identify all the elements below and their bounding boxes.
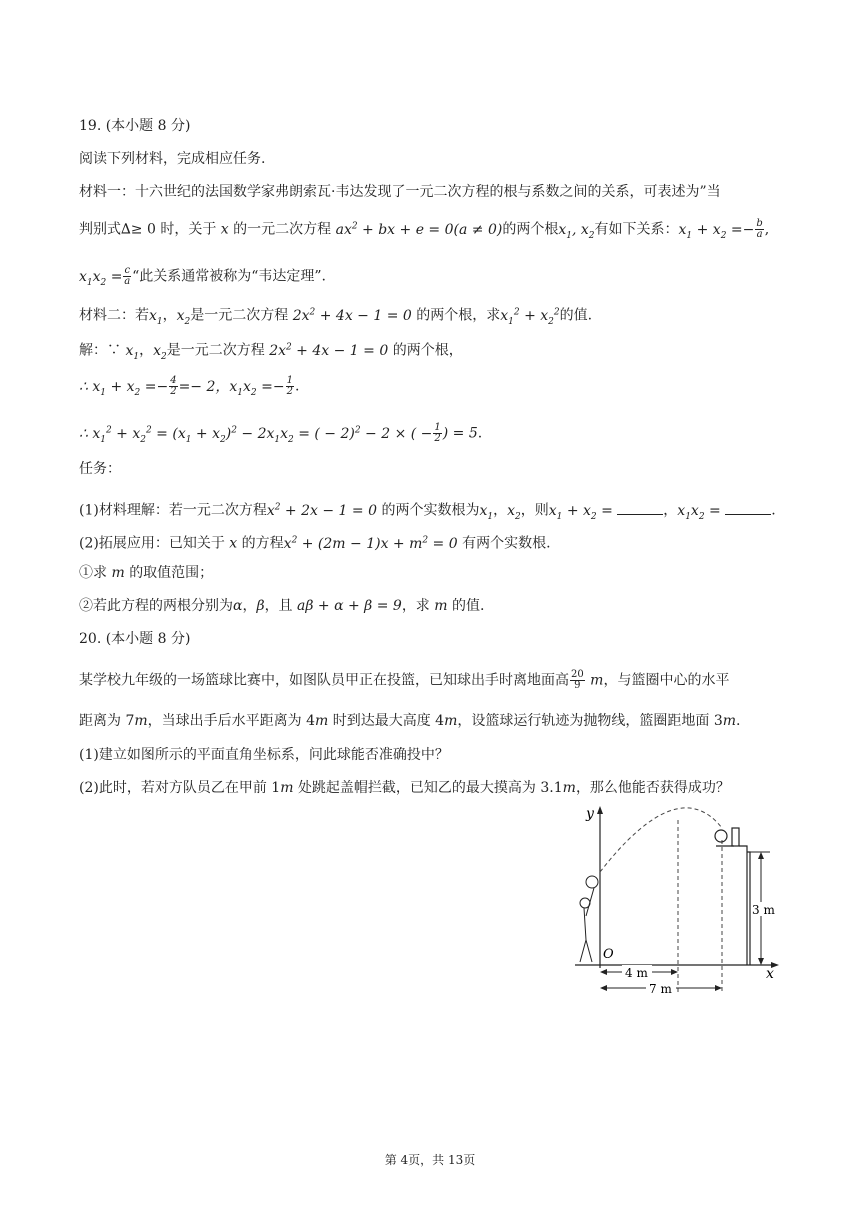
q19-material1-line3: $x_1x_2$ = $\frac{c}{a}$ “此关系通常被称为“韦达定理”. xyxy=(79,265,326,288)
q19-task2-part1: ①求 m 的取值范围； xyxy=(79,565,214,581)
q20-question2: (2)此时，若对方队员乙在甲前 1m 处跳起盖帽拦截，已知乙的最大摸高为 3.1m，那么他能否获得成功？ xyxy=(79,780,730,796)
answer-blank-sum[interactable] xyxy=(617,502,663,515)
q19-solution-step2: ∴ $x_1^2 + x_2^2 = (x_1 + x_2)^2 - 2x_1x_2$ = ( − 2)$^2$ − 2 × ( − $\frac{1}{2}$ ) = 5. xyxy=(79,422,483,445)
q19-heading: 19. (本小题 8 分) xyxy=(79,118,191,134)
basket-hoop xyxy=(715,828,750,965)
ball-trajectory xyxy=(600,808,722,872)
q19-task2: (2)拓展应用：已知关于 x 的方程$x^2 + (2m - 1)x + m^2 = 0$ 有两个实数根. xyxy=(79,535,551,552)
dimension-4m-label: 4 m xyxy=(625,966,648,980)
q19-material2: 材料二：若$x_1$，$x_2$是一元二次方程 $2x^2 + 4x - 1 = 0$ 的两个根，求$x_1^2 + x_2^2$的值. xyxy=(79,307,593,327)
q19-task2-part2: ②若此方程的两根分别为α，β，且 aβ + α + β = 9，求 m 的值. xyxy=(79,598,485,614)
q19-task-label: 任务： xyxy=(79,461,121,477)
q20-question1: (1)建立如图所示的平面直角坐标系，问此球能否准确投中？ xyxy=(79,747,449,763)
q20-heading: 20. (本小题 8 分) xyxy=(79,631,191,647)
q19-instruction: 阅读下列材料，完成相应任务. xyxy=(79,151,266,167)
q19-solution-intro: 解：∵ $x_1$，$x_2$是一元二次方程 $2x^2 + 4x - 1 = 0$ 的两个根， xyxy=(79,342,463,362)
q20-paragraph-line2: 距离为 7m，当球出手后水平距离为 4m 时到达最大高度 4m，设篮球运行轨迹为抛物线，篮圈距地面 3m. xyxy=(79,713,741,729)
q19-material1-line1: 材料一：十六世纪的法国数学家弗朗索瓦·韦达发现了一元二次方程的根与系数之间的关系，可表述为”当 xyxy=(79,184,721,200)
page-footer: 第 4页，共 13页 xyxy=(384,1153,476,1167)
q20-paragraph-line1: 某学校九年级的一场篮球比赛中，如图队员甲正在投篮，已知球出手时离地面高 $\frac{20}{9}$ m，与篮圈中心的水平 xyxy=(79,669,730,691)
height-3m-label: 3 m xyxy=(752,903,775,917)
x-axis-label: x xyxy=(766,966,774,982)
q19-material1-line2: 判别式∆≥ 0 时，关于 x 的一元二次方程 $ax^2$ + bx + e = 0(a ≠ 0)的两个根$x_1$, $x_2$有如下关系：$x_1 + x_2$ =− $\frac{b}{a}$ , xyxy=(79,218,770,241)
q19-solution-step1: ∴ $x_1 + x_2$ =− $\frac{4}{2}$ =− 2，$x_1x_2$ =− $\frac{1}{2}$ . xyxy=(79,375,300,398)
origin-label: O xyxy=(603,947,614,962)
y-axis-arrow xyxy=(597,806,603,814)
answer-blank-product[interactable] xyxy=(725,502,771,515)
player-figure xyxy=(580,876,598,962)
dimension-7m-label: 7 m xyxy=(649,982,672,996)
q19-task1: (1)材料理解：若一元二次方程$x^2 + 2x - 1 = 0$ 的两个实数根为$x_1$，$x_2$，则$x_1 + x_2$ = ，$x_1x_2$ = . xyxy=(79,502,776,522)
y-axis-label: y xyxy=(586,806,594,822)
basketball-figure xyxy=(570,800,785,1005)
